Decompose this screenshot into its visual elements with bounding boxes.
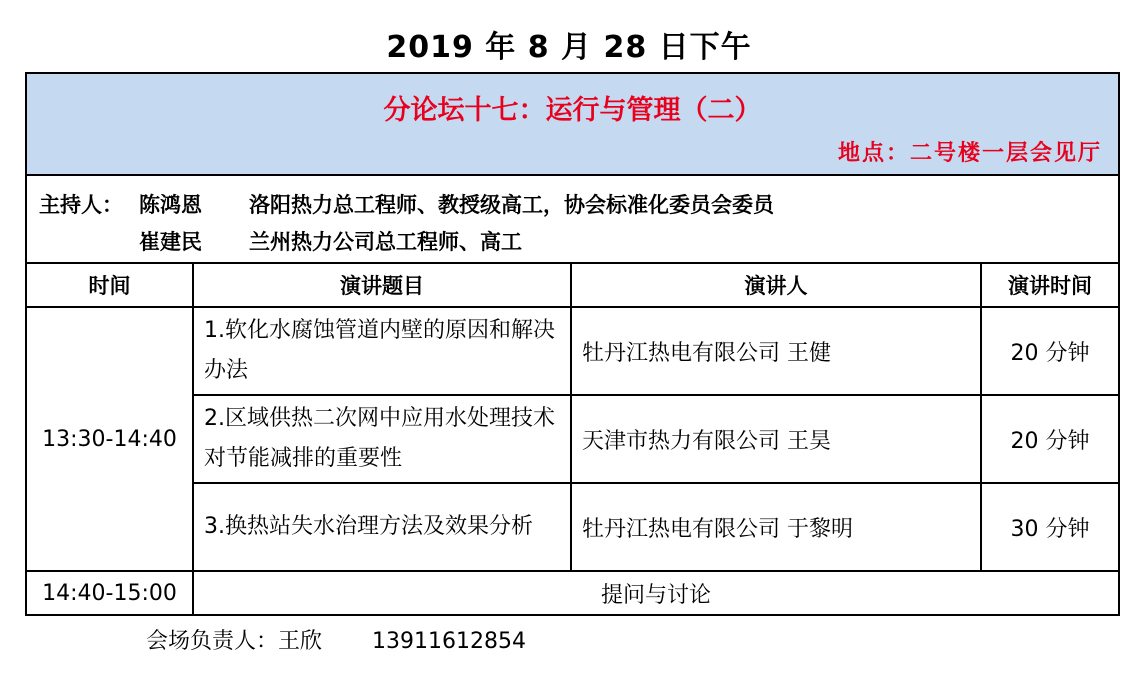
column-header-speaker: 演讲人 [571,263,981,307]
page-title: 2019 年 8 月 28 日下午 [386,30,752,65]
column-header-duration: 演讲时间 [981,263,1119,307]
discussion-time: 14:40-15:00 [26,571,193,615]
footer-contact [146,624,526,655]
table-row [26,307,1119,395]
discussion-row [26,571,1119,615]
contact-label: 会场负责人：王欣 [146,629,323,654]
talk-speaker: 牡丹江热电有限公司 于黎明 [571,483,981,571]
column-header-time: 时间 [26,263,193,307]
talk-duration: 20 分钟 [981,395,1119,483]
host-label: 主持人： [39,193,123,217]
talk-topic: 3.换热站失水治理方法及效果分析 [193,483,571,571]
talk-speaker: 天津市热力有限公司 王昊 [571,395,981,483]
column-header-topic: 演讲题目 [193,263,571,307]
host-title: 洛阳热力总工程师、教授级高工，协会标准化委员会委员 [249,193,774,217]
table-header-row [26,263,1119,307]
forum-venue: 地点：二号楼一层会见厅 [837,141,1102,166]
session-time: 13:30-14:40 [26,307,193,571]
discussion-label: 提问与讨论 [193,571,1119,615]
host-name: 崔建民 [139,230,202,254]
talk-duration: 20 分钟 [981,307,1119,395]
talk-topic: 2.区域供热二次网中应用水处理技术对节能减排的重要性 [193,395,571,483]
host-name: 陈鸿恩 [139,193,202,217]
talk-topic: 1.软化水腐蚀管道内壁的原因和解决办法 [193,307,571,395]
hosts-block [26,175,1119,263]
host-title: 兰州热力公司总工程师、高工 [249,230,522,254]
forum-name: 分论坛十七：运行与管理（二） [383,95,762,126]
schedule-table [25,72,1120,616]
talk-speaker: 牡丹江热电有限公司 王健 [571,307,981,395]
forum-header [26,73,1119,175]
talk-duration: 30 分钟 [981,483,1119,571]
contact-phone: 13911612854 [372,629,526,654]
